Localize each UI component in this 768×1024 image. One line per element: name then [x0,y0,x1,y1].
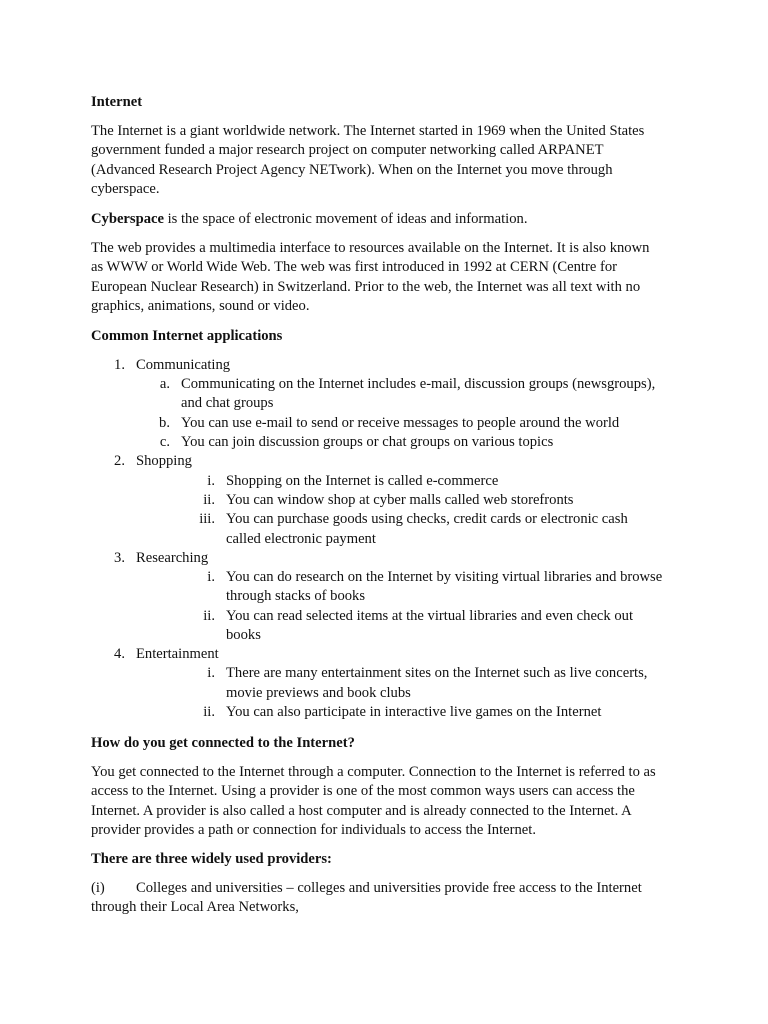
sublist-roman: ii. [203,492,215,508]
text-line: The Internet is a giant worldwide network. The Internet started in 1969 when the United States [91,123,645,139]
sublist-item: You can use e-mail to send or receive messages to people around the world [181,415,620,431]
paragraph-internet [91,122,691,199]
heading-connect: How do you get connected to the Internet? [91,735,355,751]
paragraph-web [91,239,691,316]
sublist-item-cont: books [226,627,261,643]
heading-providers: There are three widely used providers: [91,851,332,867]
list-number: 3. [114,550,125,566]
sublist-item-cont: and chat groups [181,395,274,411]
list-item-communicating: Communicating [136,357,231,373]
sublist-item: There are many entertainment sites on the Internet such as live concerts, [226,665,648,681]
sublist-item-cont: called electronic payment [226,531,376,547]
text-line: graphics, animations, sound or video. [91,297,310,314]
paragraph-cyberspace [91,210,691,229]
text-line: You get connected to the Internet through a computer. Connection to the Internet is referred to as [91,764,656,780]
list-number: 1. [114,357,125,373]
text-line: The web provides a multimedia interface to resources available on the Internet. It is also known [91,240,650,256]
sublist-item: You can do research on the Internet by visiting virtual libraries and browse [226,569,663,585]
sublist-roman: i. [207,569,215,585]
heading-applications: Common Internet applications [91,328,283,344]
list-number: 2. [114,453,125,469]
sublist-item: Shopping on the Internet is called e-commerce [226,473,499,489]
heading-internet: Internet [91,94,143,110]
sublist-item: You can read selected items at the virtual libraries and even check out [226,608,633,624]
sublist-item: You can also participate in interactive live games on the Internet [226,704,602,720]
text-line: provider provides a path or connection for individuals to access the Internet. [91,821,536,838]
paragraph-connect [91,763,691,840]
text-line: Internet. A provider is also called a host computer and is already connected to the Internet. A [91,802,632,819]
text-line: government funded a major research project on computer networking called ARPANET [91,142,604,159]
provider-text: Colleges and universities – colleges and universities provide free access to the Internet [136,880,642,896]
text-line: cyberspace. [91,180,160,197]
list-item-researching: Researching [136,550,209,566]
sublist-item-cont: movie previews and book clubs [226,685,411,701]
sublist-roman: iii. [199,511,215,527]
text-line: (Advanced Research Project Agency NETwork). When on the Internet you move through [91,161,613,178]
sublist-roman: i. [207,473,215,489]
list-number: 4. [114,646,125,662]
sublist-letter: b. [159,415,170,431]
list-item-entertainment: Entertainment [136,646,219,662]
sublist-item-cont: through stacks of books [226,588,366,604]
list-item-shopping: Shopping [136,453,192,469]
sublist-item: Communicating on the Internet includes e-mail, discussion groups (newsgroups), [181,376,656,392]
cyberspace-definition: is the space of electronic movement of ideas and information. [163,211,528,227]
sublist-item: You can purchase goods using checks, credit cards or electronic cash [226,511,628,527]
sublist-roman: ii. [203,608,215,624]
text-line: European Nuclear Research) in Switzerland. Prior to the web, the Internet was all text with no [91,278,641,295]
sublist-item: You can join discussion groups or chat groups on various topics [181,434,554,450]
sublist-letter: a. [159,376,170,392]
provider-text-cont: through their Local Area Networks, [91,899,299,915]
text-line: access to the Internet. Using a provider is one of the most common ways users can access the [91,783,635,800]
sublist-roman: i. [207,665,215,681]
text-line: as WWW or World Wide Web. The web was first introduced in 1992 at CERN (Centre for [91,259,617,276]
sublist-roman: ii. [203,704,215,720]
provider-number: (i) [91,880,105,896]
cyberspace-term: Cyberspace [91,211,164,227]
sublist-item: You can window shop at cyber malls called web storefronts [226,492,574,508]
sublist-letter: c. [159,434,170,450]
